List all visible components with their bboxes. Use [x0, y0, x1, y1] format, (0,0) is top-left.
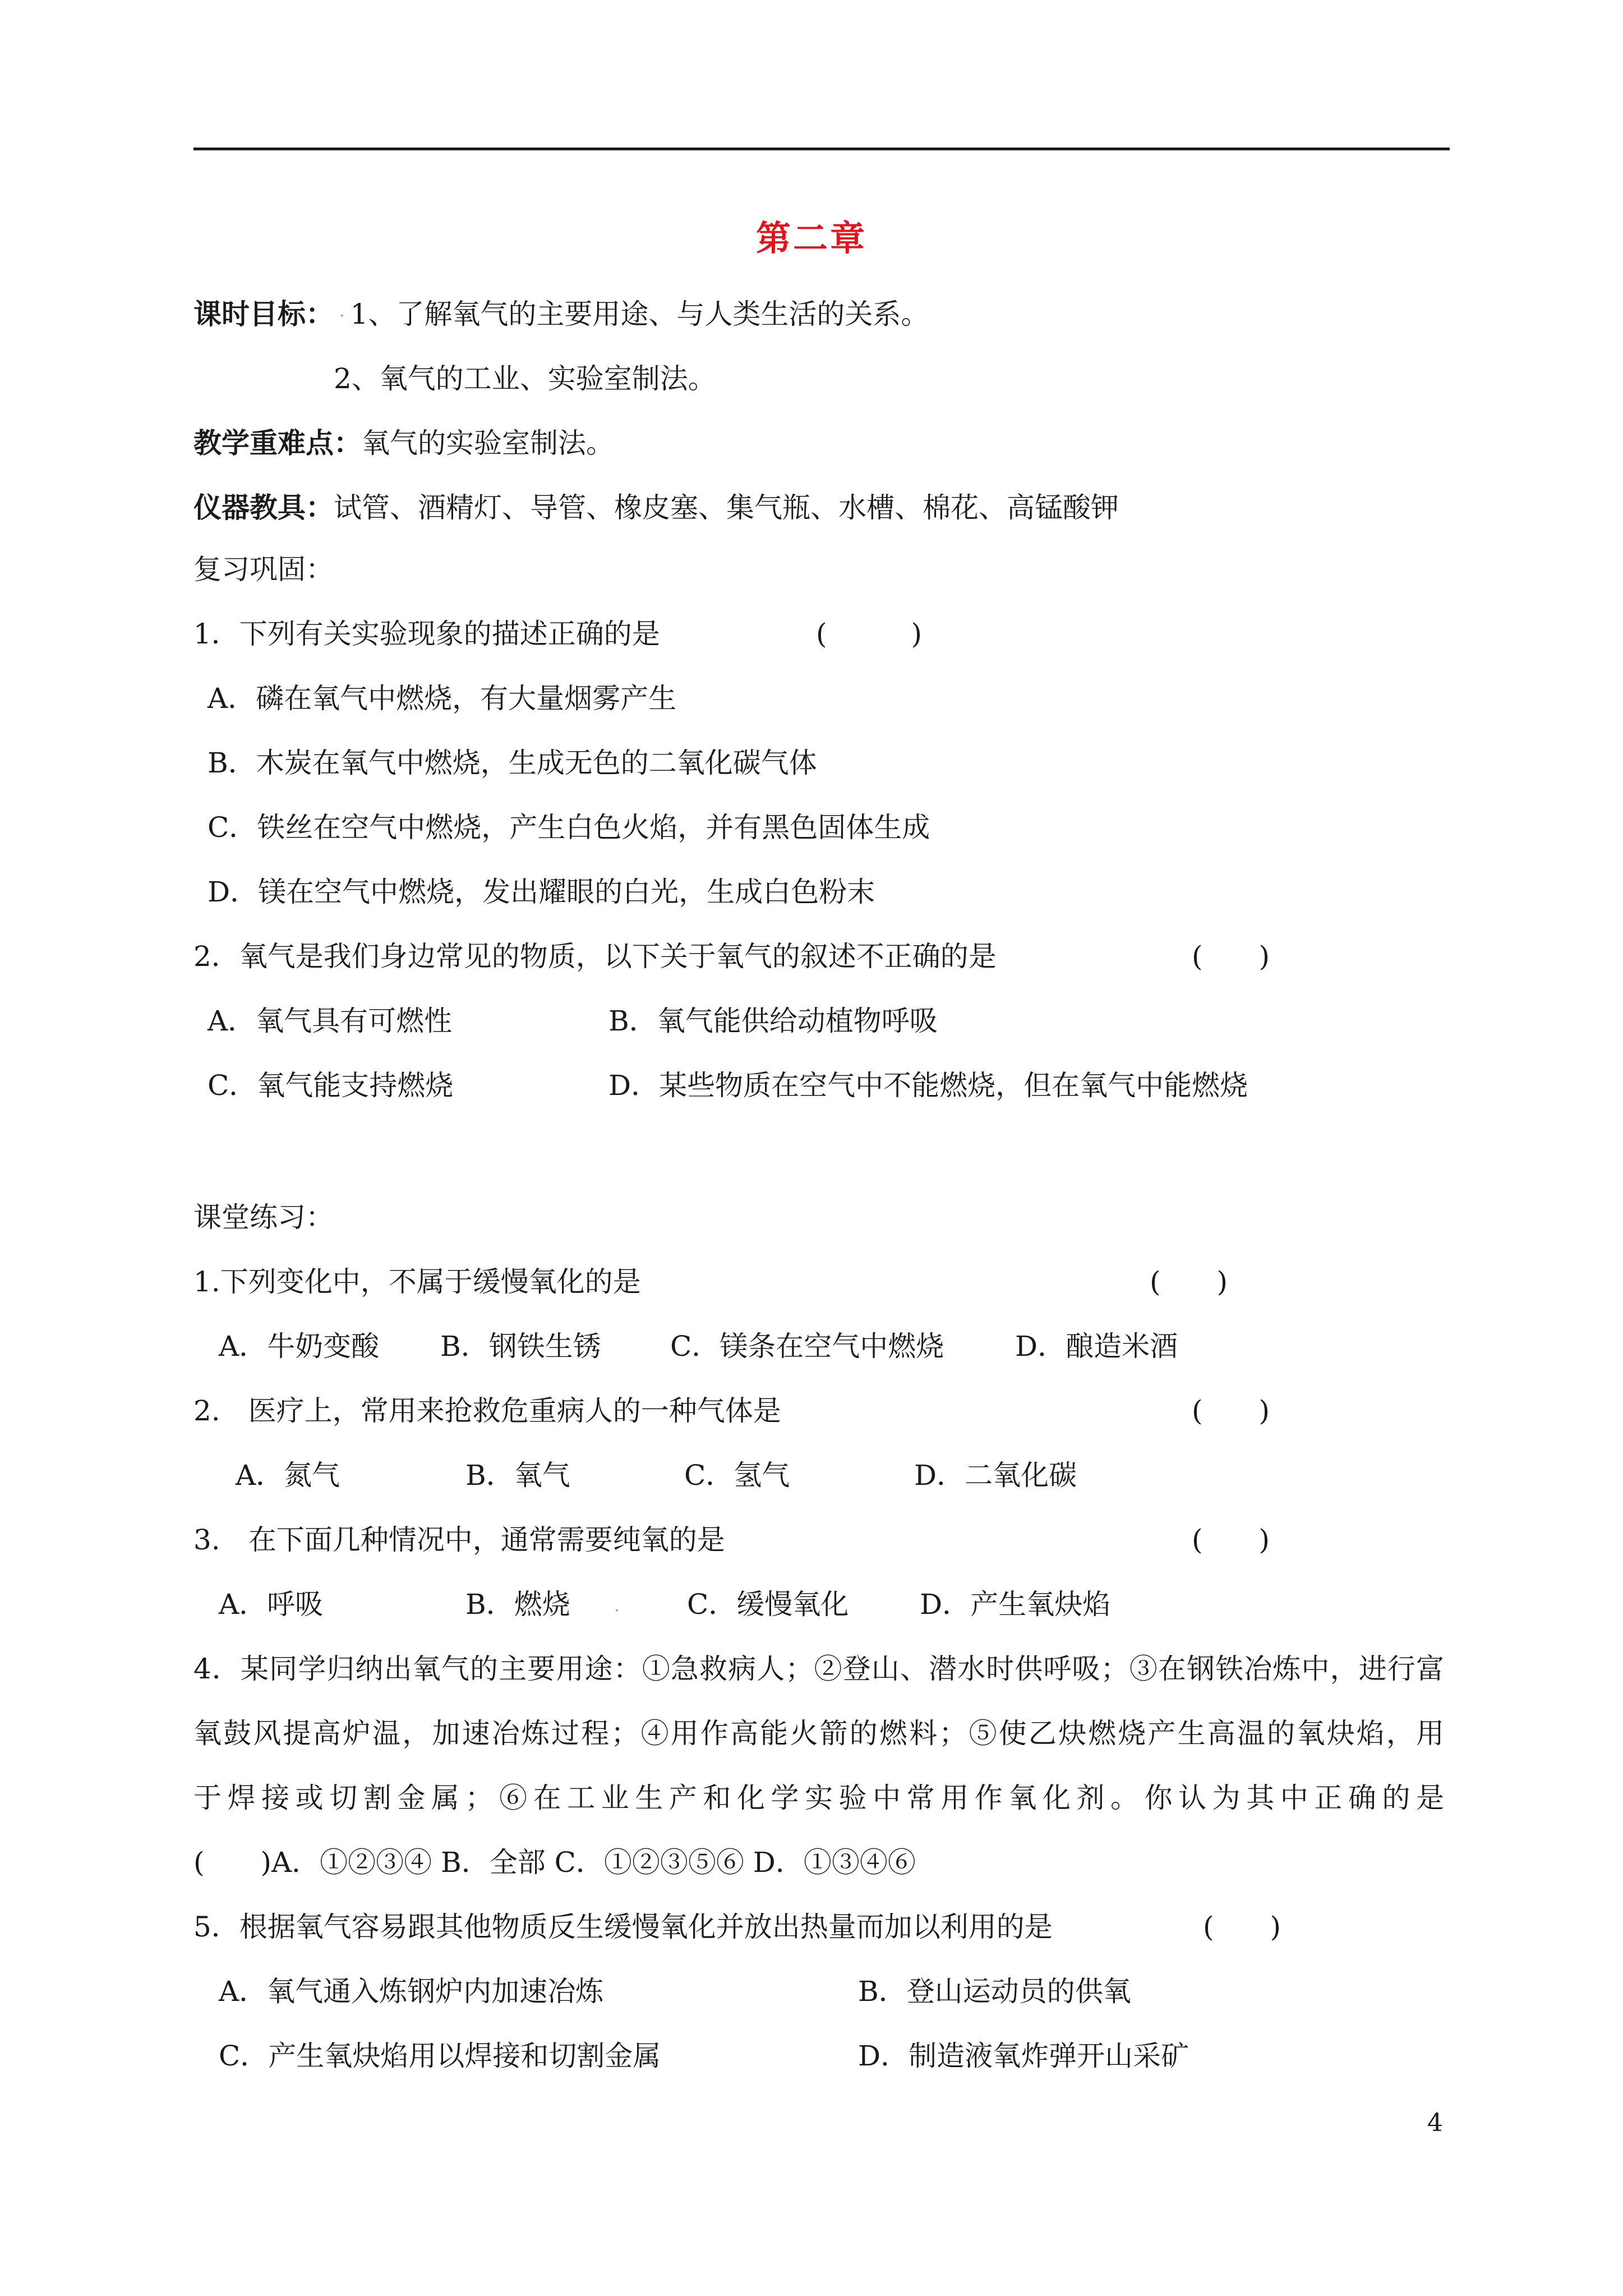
practice-q5-stem: 5．根据氧气容易跟其他物质反生缓慢氧化并放出热量而加以利用的是 — [193, 1911, 1053, 1943]
goal-2: 2、氧气的工业、实验室制法。 — [334, 362, 716, 395]
review-heading: 复习巩固： — [193, 553, 334, 586]
equipment-text: 试管、酒精灯、导管、橡皮塞、集气瓶、水槽、棉花、高锰酸钾 — [334, 491, 1119, 524]
review-q1-option-a: A．磷在氧气中燃烧，有大量烟雾产生 — [208, 682, 677, 715]
practice-q3-option-a: A．呼吸 — [219, 1588, 324, 1621]
chapter-title: 第二章 — [755, 218, 867, 259]
key-label: 教学重难点： — [193, 426, 362, 459]
practice-q3-stem: 3. 在下面几种情况中，通常需要纯氧的是 — [193, 1524, 725, 1556]
review-q1-option-c: C．铁丝在空气中燃烧，产生白色火焰，并有黑色固体生成 — [208, 811, 930, 844]
review-q1-answer-paren: ( ) — [816, 618, 923, 650]
review-q2-option-a: A．氧气具有可燃性 — [208, 1005, 453, 1037]
review-q1-option-d: D．镁在空气中燃烧，发出耀眼的白光，生成白色粉末 — [208, 876, 875, 908]
review-q1-option-b: B．木炭在氧气中燃烧，生成无色的二氧化碳气体 — [208, 747, 817, 779]
practice-q4-line-4: ( )A．①②③④ B．全部 C．①②③⑤⑥ D．①③④⑥ — [193, 1846, 916, 1879]
goals-line-1 — [193, 292, 929, 339]
stray-dot-mark: · — [339, 306, 345, 326]
review-q1-stem: 1．下列有关实验现象的描述正确的是 — [193, 618, 660, 650]
header-rule — [193, 148, 1450, 150]
practice-q4-line-2: 氧鼓风提高炉温，加速冶炼过程；④用作高能火箭的燃料；⑤使乙炔燃烧产生高温的氧炔焰，用 — [193, 1717, 1444, 1750]
review-q2-stem: 2．氧气是我们身边常见的物质，以下关于氧气的叙述不正确的是 — [193, 940, 997, 973]
practice-q1-option-d: D．酿造米酒 — [1015, 1330, 1178, 1363]
key-text: 氧气的实验室制法。 — [362, 427, 614, 459]
practice-q5-answer-paren: ( ) — [1203, 1911, 1281, 1943]
practice-q2-answer-paren: ( ) — [1192, 1395, 1270, 1427]
key-line — [193, 421, 614, 466]
practice-q1-answer-paren: ( ) — [1150, 1266, 1228, 1298]
practice-q2-option-c: C．氢气 — [684, 1459, 790, 1492]
practice-q4-line-3: 于焊接或切割金属；⑥在工业生产和化学实验中常用作氧化剂。你认为其中正确的是 — [193, 1782, 1444, 1814]
review-q2-option-c: C．氧气能支持燃烧 — [208, 1069, 454, 1102]
practice-q3-option-d: D．产生氧炔焰 — [920, 1588, 1111, 1621]
practice-q1-stem: 1.下列变化中，不属于缓慢氧化的是 — [193, 1266, 641, 1298]
practice-q5-option-c: C．产生氧炔焰用以焊接和切割金属 — [219, 2040, 661, 2072]
practice-q5-option-d: D．制造液氧炸弹开山采矿 — [858, 2040, 1189, 2072]
equipment-label: 仪器教具： — [193, 491, 334, 524]
practice-q2-stem: 2. 医疗上，常用来抢救危重病人的一种气体是 — [193, 1395, 781, 1427]
review-q2-option-d: D．某些物质在空气中不能燃烧，但在氧气中能燃烧 — [608, 1069, 1248, 1102]
practice-q3-option-c: C．缓慢氧化 — [687, 1588, 849, 1621]
practice-q1-option-c: C．镁条在空气中燃烧 — [670, 1330, 944, 1363]
review-q2-answer-paren: ( ) — [1192, 940, 1270, 973]
practice-q1-option-a: A．牛奶变酸 — [219, 1330, 380, 1363]
goals-label: 课时目标： — [193, 297, 334, 330]
practice-q4-line-1: 4．某同学归纳出氧气的主要用途：①急救病人；②登山、潜水时供呼吸；③在钢铁冶炼中，进行富 — [193, 1653, 1444, 1685]
practice-q2-option-b: B．氧气 — [465, 1459, 570, 1492]
practice-q1-option-b: B．钢铁生锈 — [440, 1330, 601, 1363]
practice-q5-option-b: B．登山运动员的供氧 — [858, 1975, 1131, 2008]
practice-q3-option-b: B．燃烧 — [465, 1588, 570, 1621]
practice-q2-option-a: A．氮气 — [236, 1459, 340, 1492]
goal-1: 1、了解氧气的主要用途、与人类生活的关系。 — [350, 298, 929, 330]
practice-q3-answer-paren: ( ) — [1192, 1524, 1270, 1556]
practice-heading: 课堂练习： — [193, 1201, 334, 1234]
review-q2-option-b: B．氧气能供给动植物呼吸 — [608, 1005, 938, 1037]
practice-q2-option-d: D．二氧化碳 — [914, 1459, 1077, 1492]
practice-q5-option-a: A．氧气通入炼钢炉内加速冶炼 — [219, 1975, 604, 2008]
page-number: 4 — [1427, 2109, 1443, 2137]
equipment-line — [193, 485, 1119, 530]
stray-dot-mark: · — [614, 1601, 620, 1621]
